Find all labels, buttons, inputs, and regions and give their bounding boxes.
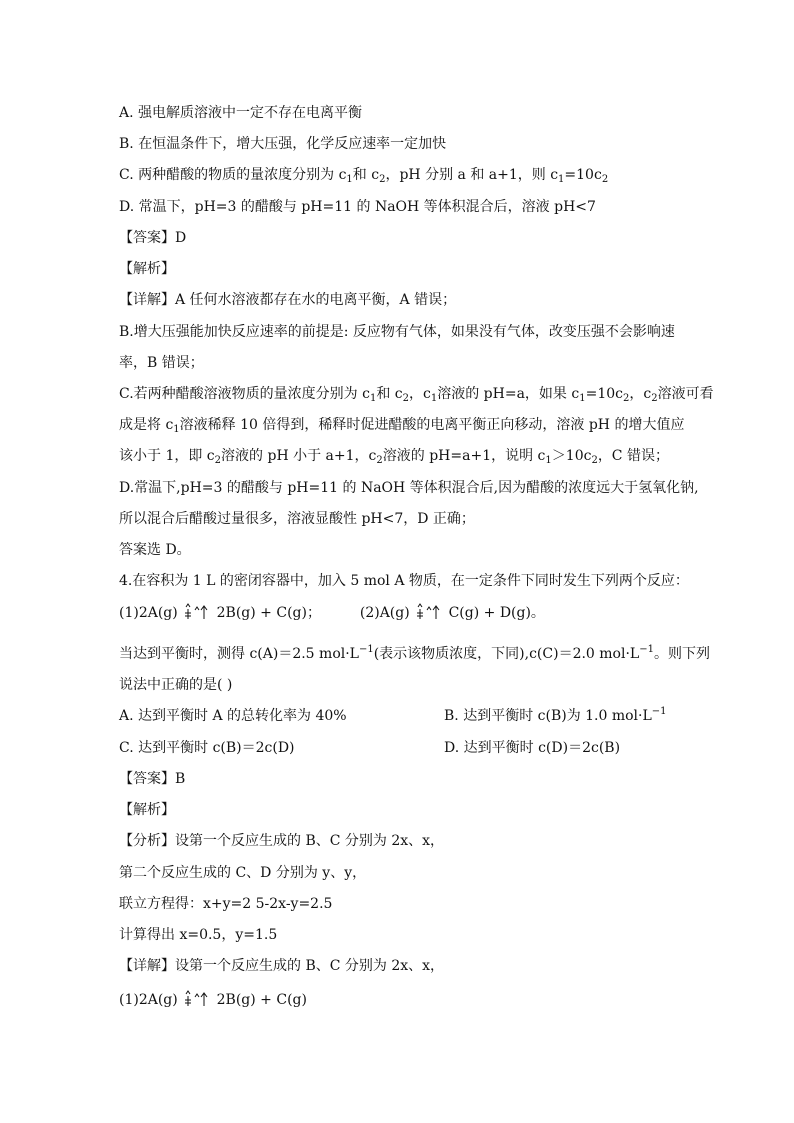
q3-option-d: D. 常温下，pH=3 的醋酸与 pH=11 的 NaOH 等体积混合后，溶液 pH<7: [119, 199, 596, 215]
q3-detail-line-6: 该小于 1，即 $c_2$溶液的 pH 小于 a+1，$c_2$溶液的 pH=a+1，说明 $c_1>10c_2$，C 错误；: [119, 448, 669, 466]
q4-stem-line-4: 说法中正确的是( ): [119, 677, 233, 693]
q4-option-a: A. 达到平衡时 A 的总转化率为 40%: [119, 708, 347, 724]
q4-fenxi-line-2: 第二个反应生成的 C、D 分别为 y、y，: [119, 865, 367, 881]
q3-detail-line-3: 率，B 错误；: [119, 355, 204, 371]
q4-reactions: (1)2A(g) 2B(g) + C(g)； (2)A(g) C(g) + D(g)。: [119, 605, 545, 621]
q3-detail-line-5: 成是将 $c_1$溶液稀释 10 倍得到，稀释时促进醋酸的电离平衡正向移动，溶液 pH 的增大值应: [119, 417, 685, 435]
q3-detail-line-9: 答案选 D。: [119, 542, 191, 558]
q3-option-b: B. 在恒温条件下，增大压强，化学反应速率一定加快: [119, 136, 447, 152]
q4-analysis-heading: 【解析】: [119, 802, 175, 818]
q3-detail-line-4: C.若两种醋酸溶液物质的量浓度分别为 $c_1$和 $c_2$，$c_1$溶液的 pH=a，如果 $c_1=10c_2$，$c_2$溶液可看: [119, 386, 714, 404]
q4-option-d: D. 达到平衡时 c(D)＝2c(B): [444, 740, 621, 756]
q3-answer: 【答案】D: [119, 230, 187, 246]
q4-stem-line-3: 当达到平衡时，测得 c(A)＝2.5 $mol\cdot L^{-1}$(表示该物质浓度，下同),c(C)＝2.0 $mol\cdot L^{-1}$。则下列: [119, 644, 710, 662]
q4-option-c: C. 达到平衡时 c(B)＝2c(D): [119, 740, 295, 756]
q4-fenxi-line-1: 【分析】设第一个反应生成的 B、C 分别为 2x、x，: [119, 833, 445, 849]
q4-option-b: B. 达到平衡时 c(B)为 1.0 $mol\cdot L^{-1}$: [444, 706, 667, 724]
q3-option-c: C. 两种醋酸的物质的量浓度分别为 $c_1$和 $c_2$，pH 分别 a 和 a+1，则 $c_1=10c_2$: [119, 167, 609, 185]
q3-detail-line-2: B.增大压强能加快反应速率的前提是: 反应物有气体，如果没有气体，改变压强不会影响速: [119, 324, 675, 340]
q3-analysis-heading: 【解析】: [119, 261, 175, 277]
q4-reaction-1-repeat: (1)2A(g) 2B(g) + C(g): [119, 992, 307, 1008]
q4-fenxi-line-4: 计算得出 x=0.5，y=1.5: [119, 927, 278, 943]
q4-detail-line-1: 【详解】设第一个反应生成的 B、C 分别为 2x、x，: [119, 958, 445, 974]
reversible-arrow-icon: [182, 990, 212, 1008]
q4-answer: 【答案】B: [119, 771, 186, 787]
q3-detail-line-1: 【详解】A 任何水溶液都存在水的电离平衡，A 错误；: [119, 292, 457, 308]
q4-stem-line-1: 4.在容积为 1 L 的密闭容器中，加入 5 mol A 物质，在一定条件下同时发生下列两个反应：: [119, 573, 689, 589]
reversible-arrow-icon: [414, 603, 444, 621]
q3-detail-line-8: 所以混合后醋酸过量很多，溶液显酸性 pH<7，D 正确；: [119, 511, 475, 527]
q4-fenxi-line-3: 联立方程得：x+y=2 5-2x-y=2.5: [119, 896, 333, 912]
reversible-arrow-icon: [182, 603, 212, 621]
q3-detail-line-7: D.常温下,pH=3 的醋酸与 pH=11 的 NaOH 等体积混合后,因为醋酸的浓度远大于氢氧化钠,: [119, 480, 699, 496]
q3-option-a: A. 强电解质溶液中一定不存在电离平衡: [119, 105, 363, 121]
